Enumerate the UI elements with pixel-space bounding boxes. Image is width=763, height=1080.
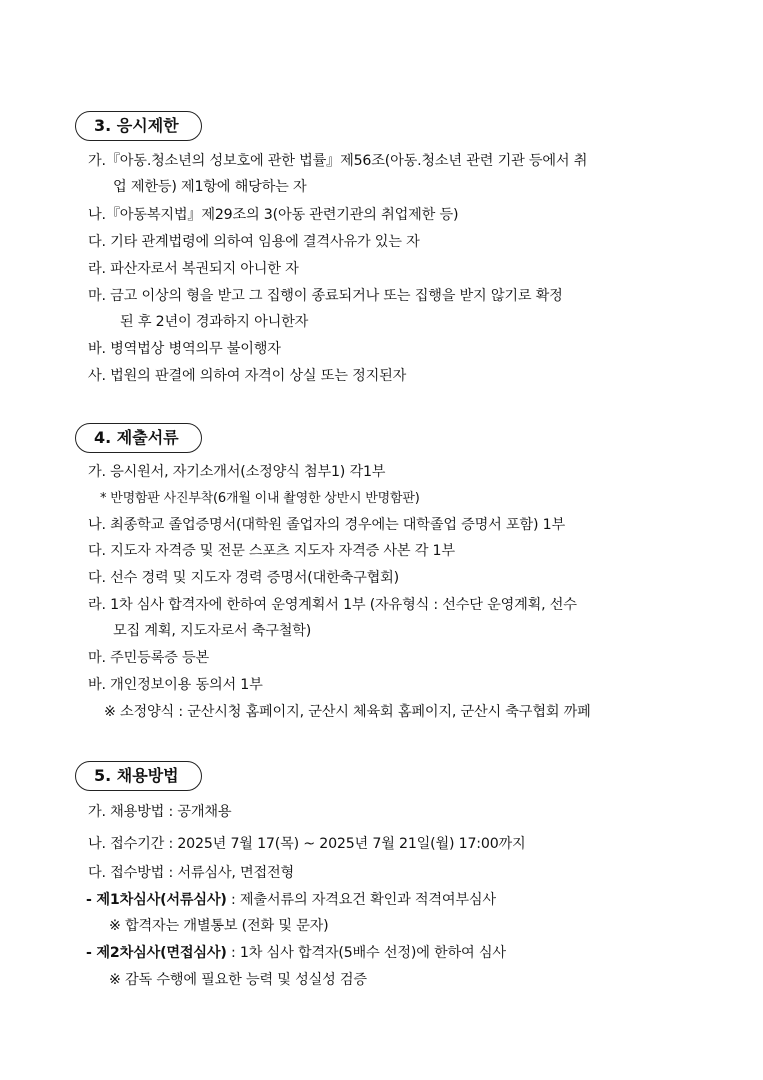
list-item-continuation: 업 제한등) 제1항에 해당하는 자: [113, 179, 307, 195]
stage-2-row: [86, 943, 506, 963]
list-item: 사. 법원의 판결에 의하여 자격이 상실 또는 정지된자: [88, 368, 407, 384]
list-item: 다. 접수방법 : 서류심사, 면접전형: [88, 865, 295, 881]
stage-2-description: : 1차 심사 합격자(5배수 선정)에 한하여 심사: [226, 945, 506, 961]
stage-1-description: : 제출서류의 자격요건 확인과 적격여부심사: [226, 892, 496, 908]
list-item-note: * 반명함판 사진부착(6개월 이내 촬영한 상반시 반명함판): [100, 491, 420, 506]
list-item: 다. 선수 경력 및 지도자 경력 증명서(대한축구협회): [88, 570, 399, 586]
list-item: 라. 1차 심사 합격자에 한하여 운영계획서 1부 (자유형식 : 선수단 운영계획, 선수: [88, 597, 577, 613]
section-4-heading: 4. 제출서류: [75, 423, 202, 453]
list-item: 나.『아동복지법』제29조의 3(아동 관련기관의 취업제한 등): [88, 207, 459, 223]
section-3-heading: 3. 응시제한: [75, 111, 202, 141]
list-item: 바. 개인정보이용 동의서 1부: [88, 677, 263, 693]
list-item: 가. 응시원서, 자기소개서(소정양식 첨부1) 각1부: [88, 464, 386, 480]
stage-1-label: - 제1차심사(서류심사): [86, 892, 227, 908]
section-5-heading: 5. 채용방법: [75, 761, 202, 791]
list-item: 다. 지도자 자격증 및 전문 스포츠 지도자 자격증 사본 각 1부: [88, 543, 455, 559]
list-item: 마. 금고 이상의 형을 받고 그 집행이 종료되거나 또는 집행을 받지 않기로 확정: [88, 288, 563, 304]
list-item: 다. 기타 관계법령에 의하여 임용에 결격사유가 있는 자: [88, 234, 420, 250]
stage-2-label: - 제2차심사(면접심사): [86, 945, 227, 961]
stage-2-note: ※ 감독 수행에 필요한 능력 및 성실성 검증: [109, 972, 367, 988]
list-item: 마. 주민등록증 등본: [88, 650, 209, 666]
list-item: 라. 파산자로서 복권되지 아니한 자: [88, 261, 299, 277]
form-reference-note: ※ 소정양식 : 군산시청 홈페이지, 군산시 체육회 홈페이지, 군산시 축구협회 까페: [104, 704, 591, 720]
list-item: 나. 접수기간 : 2025년 7월 17(목) ~ 2025년 7월 21일(월) 17:00까지: [88, 836, 526, 852]
stage-1-row: [86, 890, 496, 910]
list-item: 가. 채용방법 : 공개채용: [88, 804, 232, 820]
list-item: 바. 병역법상 병역의무 불이행자: [88, 341, 281, 357]
list-item: 나. 최종학교 졸업증명서(대학원 졸업자의 경우에는 대학졸업 증명서 포함) 1부: [88, 517, 565, 533]
list-item: 가.『아동.청소년의 성보호에 관한 법률』제56조(아동.청소년 관련 기관 등에서 취: [88, 153, 588, 169]
list-item-continuation: 모집 계획, 지도자로서 축구철학): [113, 623, 312, 639]
stage-1-note: ※ 합격자는 개별통보 (전화 및 문자): [109, 918, 329, 934]
list-item-continuation: 된 후 2년이 경과하지 아니한자: [120, 314, 309, 330]
